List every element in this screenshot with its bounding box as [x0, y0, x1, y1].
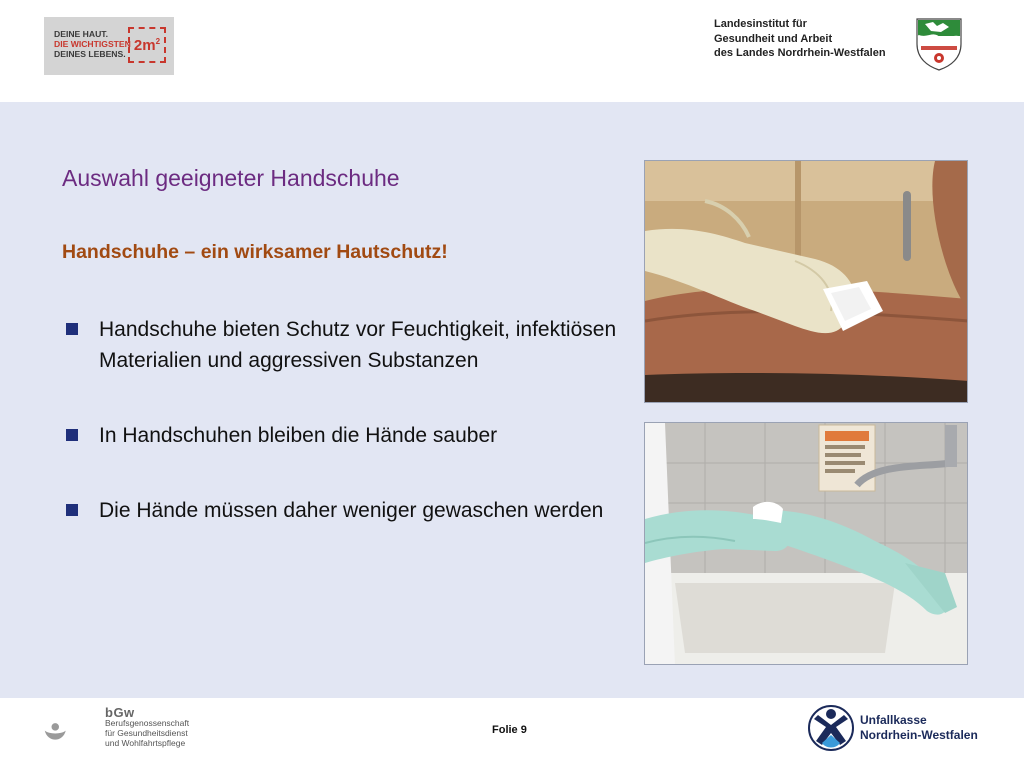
- unfallkasse-line-1: Unfallkasse: [860, 713, 927, 727]
- bullet-list: [62, 314, 622, 570]
- institute-name: [714, 17, 904, 61]
- nrw-crest-icon: [913, 16, 965, 72]
- photo-glove-swab: [644, 160, 968, 403]
- campaign-badge: [128, 27, 166, 63]
- bullet-square-icon: [66, 323, 78, 335]
- campaign-line-3: DEINES LEBENS.: [54, 49, 126, 59]
- campaign-badge-main: 2m: [133, 37, 156, 54]
- photo-glove-removal: [644, 422, 968, 665]
- bullet-item: [62, 420, 622, 451]
- bullet-text: Die Hände müssen daher weniger gewaschen werden: [99, 499, 604, 522]
- removing-green-glove-image: [645, 423, 968, 665]
- bgw-line-2: für Gesundheitsdienst: [105, 728, 188, 738]
- bgw-line-3: und Wohlfahrtspflege: [105, 738, 186, 748]
- campaign-slogan: [54, 29, 131, 59]
- bgw-logo-icon: [44, 706, 104, 756]
- campaign-badge-sup: 2: [155, 37, 161, 46]
- institute-line-1: Landesinstitut für: [714, 18, 807, 30]
- bullet-square-icon: [66, 429, 78, 441]
- bullet-text: In Handschuhen bleiben die Hände sauber: [99, 424, 498, 447]
- institute-line-2: Gesundheit und Arbeit: [714, 32, 833, 45]
- unfallkasse-line-2: Nordrhein-Westfalen: [860, 728, 978, 742]
- bgw-description: [105, 718, 189, 748]
- slide-subtitle: Handschuhe – ein wirksamer Hautschutz!: [62, 241, 448, 263]
- slide-title: Auswahl geeigneter Handschuhe: [62, 165, 400, 191]
- bullet-item: [62, 495, 622, 526]
- bullet-item: [62, 314, 622, 376]
- slide-number: Folie 9: [492, 724, 527, 736]
- bullet-text: Handschuhe bieten Schutz vor Feuchtigkeit, infektiösen Materialien und aggressiven Substanzen: [99, 318, 617, 372]
- unfallkasse-logo-icon: [808, 705, 854, 751]
- campaign-line-1: DEINE HAUT.: [54, 29, 108, 39]
- bgw-name: bGw: [105, 705, 135, 720]
- bgw-line-1: Berufsgenossenschaft: [105, 718, 190, 728]
- unfallkasse-name: [860, 713, 978, 743]
- campaign-line-2: DIE WICHTIGSTEN: [54, 39, 131, 49]
- institute-line-3: des Landes Nordrhein-Westfalen: [714, 47, 886, 59]
- bullet-square-icon: [66, 504, 78, 516]
- gloved-hand-swabbing-arm-image: [645, 161, 968, 403]
- campaign-logo: [44, 17, 174, 75]
